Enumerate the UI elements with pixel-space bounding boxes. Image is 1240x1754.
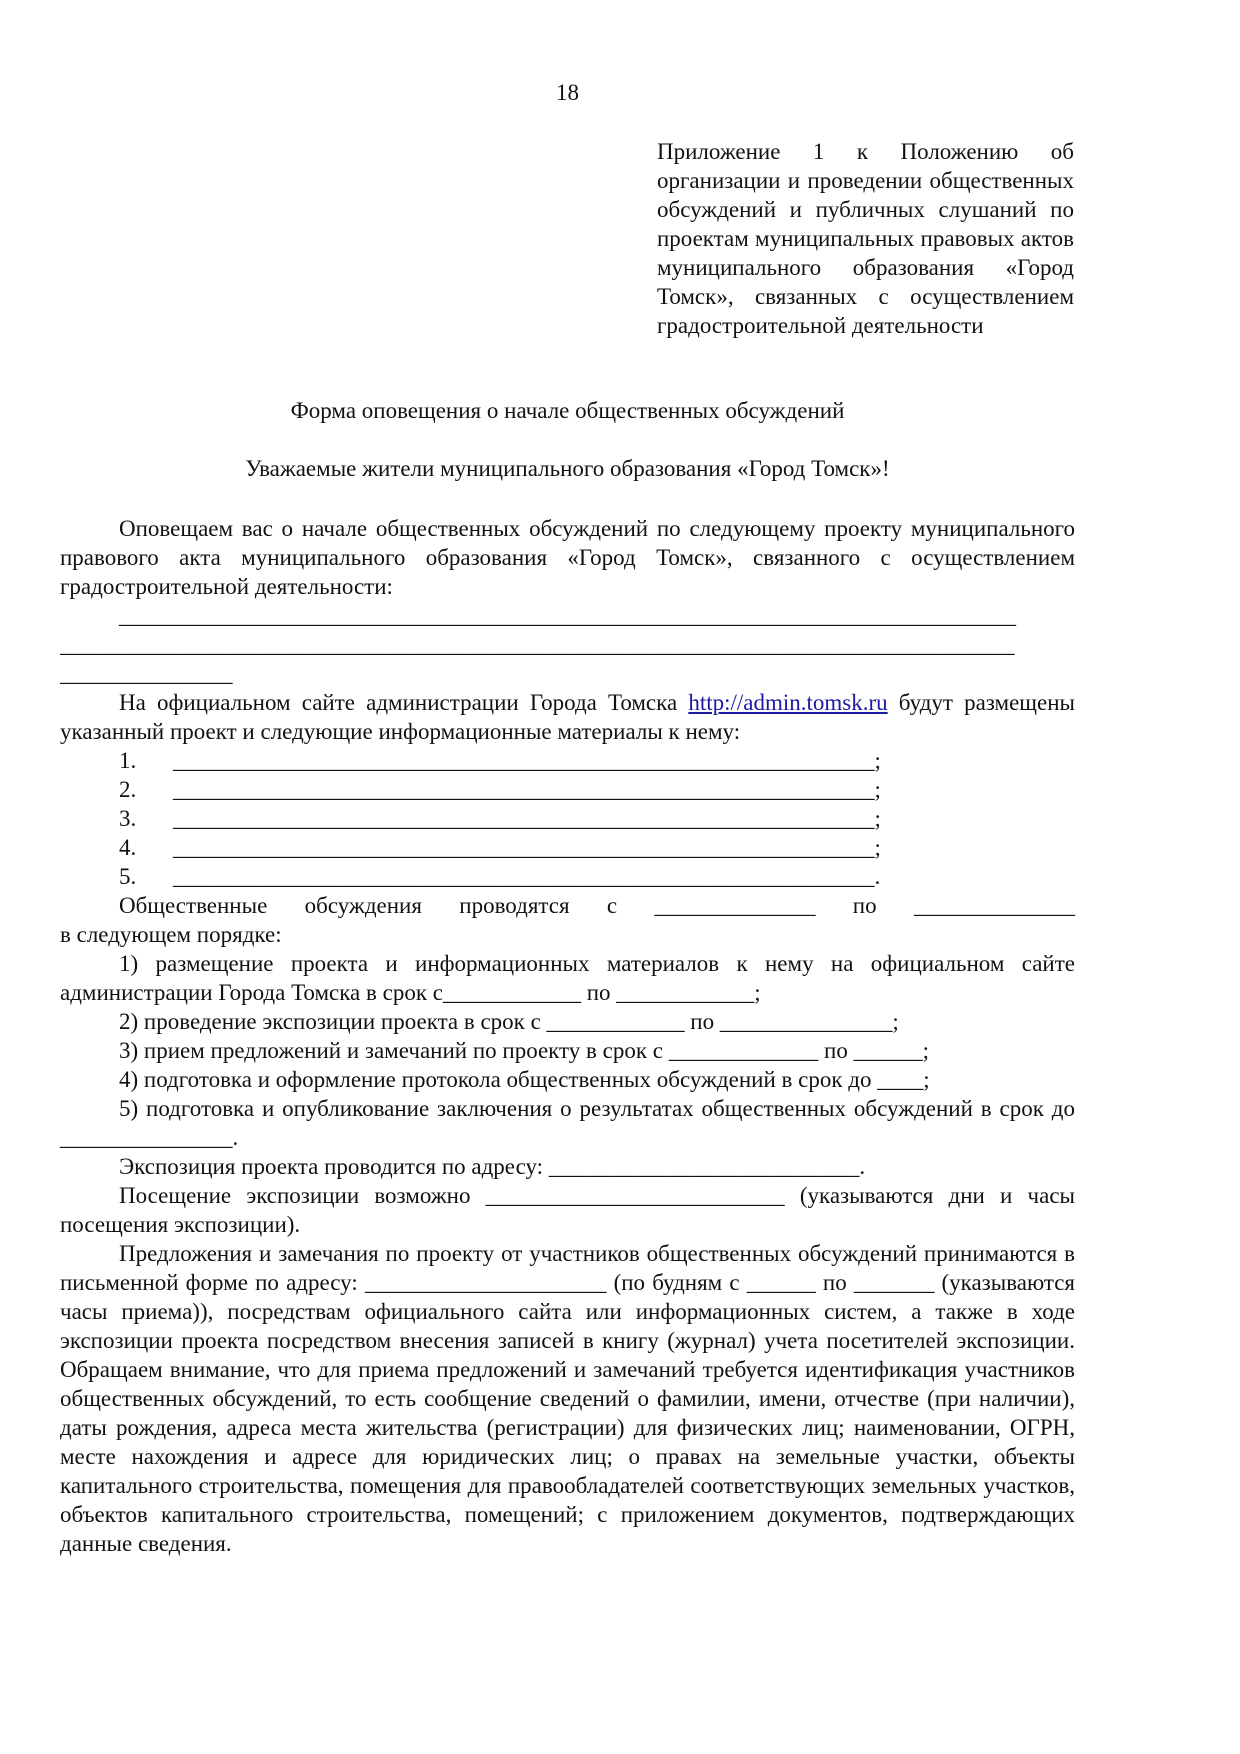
proposals-paragraph: Предложения и замечания по проекту от участников общественных обсуждений принимаются в письменной форме по адресу: _____________________ (по будням с ______ по _______ (указываются часы приема)), посредствам официального сайта или информационных систем, а также в ходе экспозиции проекта посредством внесения записей в книгу (журнал) учета посетителей экспозиции. Обращаем внимание, что для приема предложений и замечаний требуется идентификация участников общественных обсуждений, то есть сообщение сведений о фамилии, имени, отчестве (при наличии), даты рождения, адреса места жительства (регистрации) для физических лиц; наименовании, ОГРН, месте нахождения и адресе для юридических лиц; о правах на земельные участки, объекты капитального строительства, помещения для правообладателей соответствующих земельных участков, объектов капитального строительства, помещений; с приложением документов, подтверждающих данные сведения. xyxy=(60,1241,1075,1556)
intro-paragraph: Оповещаем вас о начале общественных обсуждений по следующему проекту муниципального правового акта муниципального образования «Город Томск», связанного с осуществлением градостроительной деятельности: xyxy=(60,516,1075,599)
blank-line: ______________________________________________________________________________ xyxy=(119,603,1016,628)
blank-line: _______________ xyxy=(60,661,233,686)
exposition-address: Экспозиция проекта проводится по адресу: ___________________________. xyxy=(119,1154,866,1179)
material-blank: _____________________________________________________________; xyxy=(173,777,881,802)
page-number: 18 xyxy=(556,80,579,105)
material-item: 1. _____________________________________________________________; xyxy=(119,748,881,773)
document-body xyxy=(60,514,1075,1558)
exposition-visit: Посещение экспозиции возможно __________________________ (указываются дни и часы посещения экспозиции). xyxy=(60,1183,1075,1237)
form-title: Форма оповещения о начале общественных обсуждений xyxy=(290,398,845,423)
material-item: 5. _____________________________________________________________. xyxy=(119,864,881,889)
step-2: 2) проведение экспозиции проекта в срок с ____________ по _______________; xyxy=(119,1009,899,1034)
period-line: Общественные обсуждения проводятся с ______________ по ______________ xyxy=(119,893,1075,918)
step-1: 1) размещение проекта и информационных материалов к нему на официальном сайте администрации Города Томска в срок с____________ по ____________; xyxy=(60,951,1075,1005)
greeting: Уважаемые жители муниципального образования «Город Томск»! xyxy=(245,456,890,481)
step-5: 5) подготовка и опубликование заключения о результатах общественных обсуждений в срок до _______________. xyxy=(60,1096,1075,1150)
site-paragraph xyxy=(60,688,1075,746)
period-start-blank: ______________ xyxy=(654,893,816,918)
material-item: 2. _____________________________________________________________; xyxy=(119,777,881,802)
period-end-blank: ______________ xyxy=(913,893,1075,918)
admin-site-link[interactable]: http://admin.tomsk.ru xyxy=(688,690,888,715)
material-blank: _____________________________________________________________. xyxy=(173,864,881,889)
site-text-after: будут размещены указанный проект и следующие информационные материалы к нему: xyxy=(60,690,1075,744)
material-blank: _____________________________________________________________; xyxy=(173,835,881,860)
appendix-reference: Приложение 1 к Положению об организации и проведении общественных обсуждений и публичных слушаний по проектам муниципальных правовых актов муниципального образования «Город Томск», связанных с осуществлением градостроительной деятельности xyxy=(657,139,1074,338)
step-4: 4) подготовка и оформление протокола общественных обсуждений в срок до ____; xyxy=(119,1067,930,1092)
period-continuation: в следующем порядке: xyxy=(60,922,282,947)
step-3: 3) прием предложений и замечаний по проекту в срок с _____________ по ______; xyxy=(119,1038,929,1063)
material-blank: _____________________________________________________________; xyxy=(173,806,881,831)
material-item: 3. _____________________________________________________________; xyxy=(119,806,881,831)
material-blank: _____________________________________________________________; xyxy=(173,748,881,773)
blank-line: ___________________________________________________________________________________ xyxy=(60,632,1015,657)
site-text-before: На официальном сайте администрации Города Томска xyxy=(119,690,689,715)
material-item: 4. _____________________________________________________________; xyxy=(119,835,881,860)
